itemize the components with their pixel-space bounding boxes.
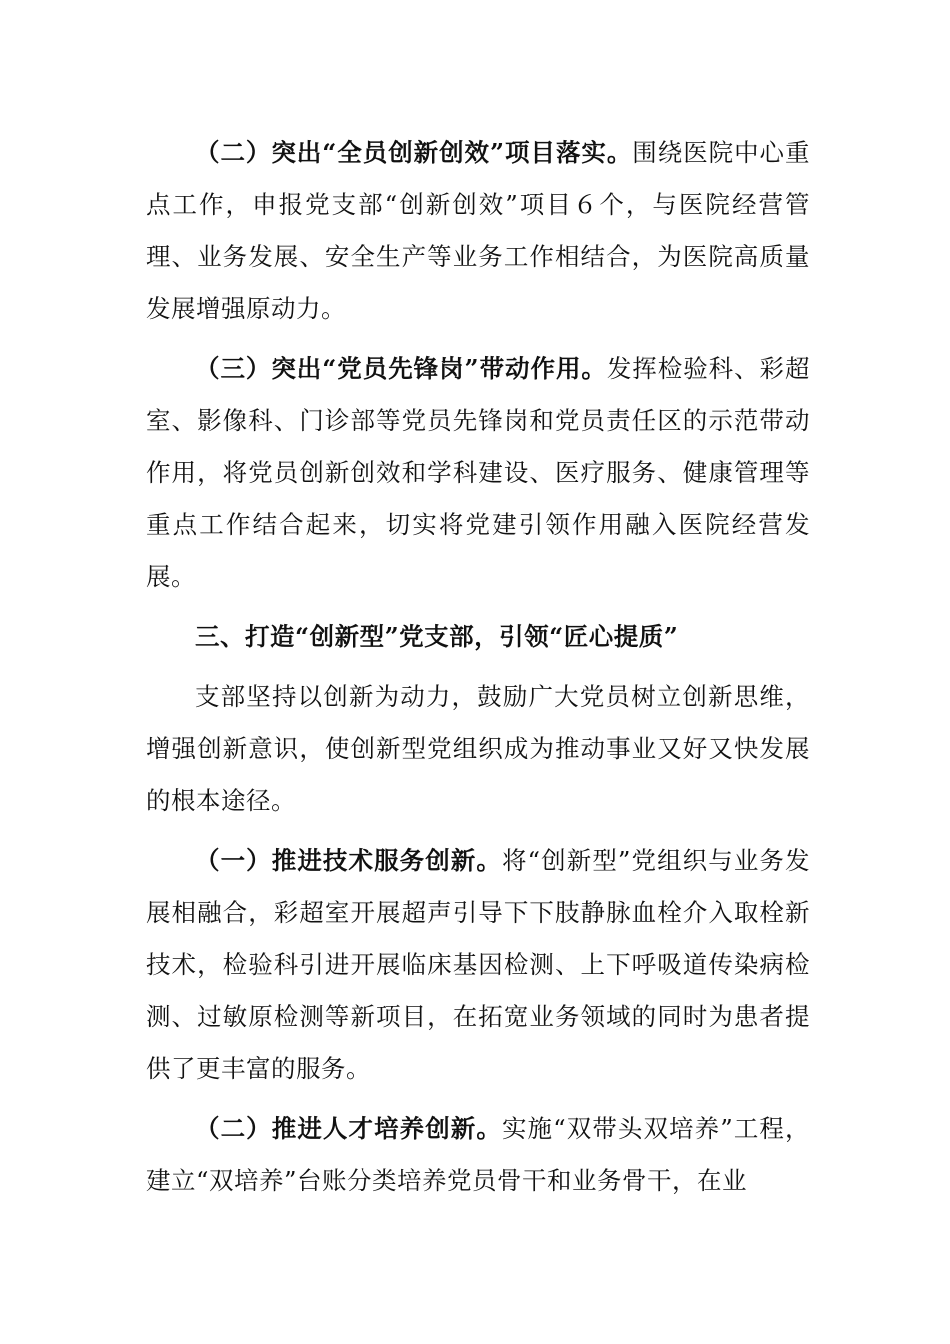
paragraph-talent-innovation: [146, 1103, 810, 1207]
paragraph-lead: （二）突出“全员创新创效”项目落实。: [195, 138, 633, 167]
paragraph-tech-innovation: [146, 835, 810, 1095]
paragraph-text: 支部坚持以创新为动力，鼓励广大党员树立创新思维，增强创新意识，使创新型党组织成为推动事业又好又快发展的根本途径。: [146, 682, 810, 815]
paragraph-text: 发挥检验科、彩超室、影像科、门诊部等党员先锋岗和党员责任区的示范带动作用，将党员创新创效和学科建设、医疗服务、健康管理等重点工作结合起来，切实将党建引领作用融入医院经营发展。: [146, 354, 810, 591]
paragraph-vanguard-post: [146, 343, 810, 603]
paragraph-lead: （二）推进人才培养创新。: [195, 1114, 502, 1143]
paragraph-lead: （一）推进技术服务创新。: [195, 846, 502, 875]
paragraph-staff-innovation: [146, 127, 810, 335]
paragraph-intro: [146, 671, 810, 827]
paragraph-text: 将“创新型”党组织与业务发展相融合，彩超室开展超声引导下下肢静脉血栓介入取栓新技术，检验科引进开展临床基因检测、上下呼吸道传染病检测、过敏原检测等新项目，在拓宽业务领域的同时为患者提供了更丰富的服务。: [146, 846, 810, 1083]
section-heading: 三、打造“创新型”党支部，引领“匠心提质”: [195, 622, 679, 651]
paragraph-text: 围绕医院中心重点工作，申报党支部“创新创效”项目６个，与医院经营管理、业务发展、安全生产等业务工作相结合，为医院高质量发展增强原动力。: [146, 138, 810, 323]
paragraph-lead: （三）突出“党员先锋岗”带动作用。: [195, 354, 607, 383]
paragraph-text: 实施“双带头双培养”工程，建立“双培养”台账分类培养党员骨干和业务骨干，在业: [146, 1114, 810, 1195]
document-body: [146, 127, 810, 1207]
